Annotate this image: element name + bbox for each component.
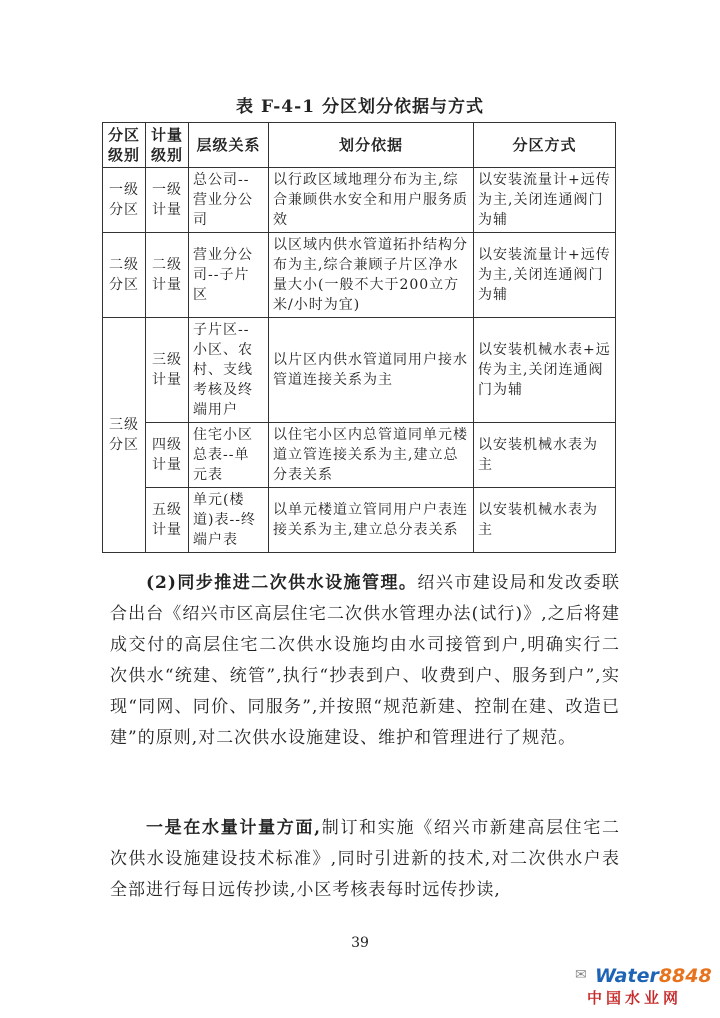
table-title: 表 F-4-1 分区划分依据与方式	[236, 97, 484, 117]
header-basis: 划分依据	[269, 123, 474, 168]
cell-basis: 以区域内供水管道拓扑结构分布为主,综合兼顾子片区净水量大小(一般不大于200立方米/小时为宜)	[269, 233, 474, 318]
watermark-logo	[575, 965, 715, 1015]
cell-meter: 二级计量	[146, 233, 189, 318]
cell-basis: 以片区内供水管道同用户接水管道连接关系为主	[269, 318, 474, 423]
header-zone-level: 分区级别	[103, 123, 146, 168]
cell-zone: 二级分区	[103, 233, 146, 318]
cell-zone: 三级分区	[103, 318, 146, 553]
table-header-row	[103, 123, 616, 168]
cell-basis: 以行政区域地理分布为主,综合兼顾供水安全和用户服务质效	[269, 168, 474, 233]
paragraph-text: 绍兴市建设局和发改委联合出台《绍兴市区高层住宅二次供水管理办法(试行)》,之后将建成交付的高层住宅二次供水设施均由水司接管到户,明确实行二次供水“统建、统管”,执行“抄表到户、收费到户、服务到户”,实现“同网、同价、同服务”,并按照“规范新建、控制在建、改造已建”的原则,对二次供水设施建设、维护和管理进行了规范。	[110, 573, 621, 748]
cell-meter: 一级计量	[146, 168, 189, 233]
cell-basis: 以单元楼道立管同用户户表连接关系为主,建立总分表关系	[269, 488, 474, 553]
paragraph-lead: 一是在水量计量方面,	[146, 818, 322, 838]
watermark-chinese: 中国水业网	[587, 989, 683, 1007]
cell-hierarchy: 总公司--营业分公司	[189, 168, 269, 233]
wechat-icon: ✉	[575, 967, 587, 983]
paragraph-lead: (2)同步推进二次供水设施管理。	[146, 573, 418, 593]
cell-method: 以安装机械水表+远传为主,关闭连通阀门为辅	[474, 318, 616, 423]
cell-method: 以安装流量计+远传为主,关闭连通阀门为辅	[474, 168, 616, 233]
table-row	[103, 318, 616, 423]
table-row	[103, 233, 616, 318]
table-row	[103, 423, 616, 488]
cell-basis: 以住宅小区内总管道同单元楼道立管连接关系为主,建立总分表关系	[269, 423, 474, 488]
cell-hierarchy: 单元(楼道)表--终端户表	[189, 488, 269, 553]
zoning-table	[102, 122, 616, 553]
cell-hierarchy: 营业分公司--子片区	[189, 233, 269, 318]
watermark-number: 8848	[658, 965, 712, 987]
watermark-brand	[595, 965, 715, 987]
cell-method: 以安装机械水表为主	[474, 488, 616, 553]
paragraph-text: 制订和实施《绍兴市新建高层住宅二次供水设施建设技术标准》,同时引进新的技术,对二次供水户表全部进行每日远传抄读,小区考核表每时远传抄读,	[110, 818, 621, 900]
cell-method: 以安装流量计+远传为主,关闭连通阀门为辅	[474, 233, 616, 318]
header-meter-level: 计量级别	[146, 123, 189, 168]
paragraph-secondary-supply	[110, 568, 620, 754]
table-row	[103, 168, 616, 233]
page-number: 39	[351, 935, 369, 951]
cell-meter: 四级计量	[146, 423, 189, 488]
watermark-brand-text: Water	[595, 965, 659, 987]
table-row	[103, 488, 616, 553]
cell-hierarchy: 子片区--小区、农村、支线考核及终端用户	[189, 318, 269, 423]
cell-meter: 五级计量	[146, 488, 189, 553]
paragraph-metering	[110, 813, 620, 906]
cell-method: 以安装机械水表为主	[474, 423, 616, 488]
cell-hierarchy: 住宅小区总表--单元表	[189, 423, 269, 488]
cell-meter: 三级计量	[146, 318, 189, 423]
header-hierarchy: 层级关系	[189, 123, 269, 168]
header-method: 分区方式	[474, 123, 616, 168]
cell-zone: 一级分区	[103, 168, 146, 233]
